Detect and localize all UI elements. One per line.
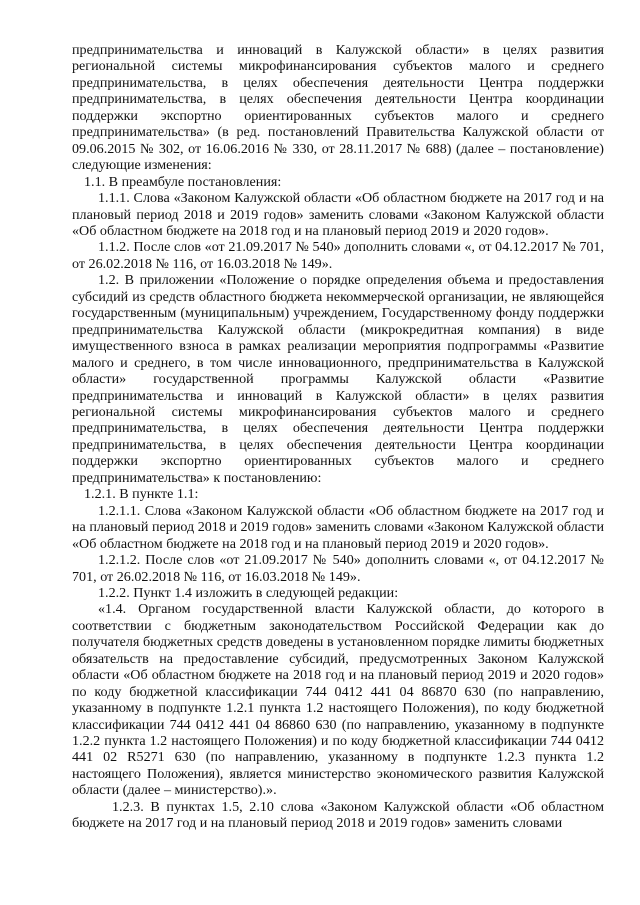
paragraph-1-1: 1.1. В преамбуле постановления: [84, 173, 282, 190]
document-page [72, 42, 604, 832]
paragraph-1-2-1: 1.2.1. В пункте 1.1: [84, 486, 199, 503]
paragraph-1-2-2: 1.2.2. Пункт 1.4 изложить в следующей редакции: [98, 584, 399, 601]
paragraph-1-2-3: 1.2.3. В пунктах 1.5, 2.10 слова «Законом Калужской области «Об областном бюджете на 2017 год и на плановый период 2018 и 2019 годов» заменить словами [72, 798, 604, 832]
paragraph-1-2-1-1: 1.2.1.1. Слова «Законом Калужской области «Об областном бюджете на 2017 год и на плановый период 2018 и 2019 годов» заменить словами «Законом Калужской области «Об областном бюджете на 2018 год и на плановый период 2019 и 2020 годов». [72, 502, 604, 552]
paragraph-1-2: 1.2. В приложении «Положение о порядке определения объема и предоставления субсидий из средств областного бюджета некоммерческой организации, не являющейся государственным (муниципальным) учреждением, Государственному фонду поддержки предпринимательства Калужской области (микрокредитная компания) в виде имущественного взноса в рамках реализации мероприятия подпрограммы «Развитие малого и среднего, в том числе инновационного, предпринимательства в Калужской области» государственной программы Калужской области «Развитие предпринимательства и инноваций в Калужской области» в целях развития региональной системы микрофинансирования субъектов малого и среднего предпринимательства, в целях обеспечения деятельности Центра поддержки предпринимательства, в целях обеспечения деятельности Центра координации поддержки экспортно ориентированных субъектов малого и среднего предпринимательства» к постановлению: [72, 272, 604, 486]
paragraph-1-1-2: 1.1.2. После слов «от 21.09.2017 № 540» дополнить словами «, от 04.12.2017 № 701, от 26.02.2018 № 116, от 16.03.2018 № 149». [72, 239, 604, 272]
paragraph-1-2-1-2: 1.2.1.2. После слов «от 21.09.2017 № 540» дополнить словами «, от 04.12.2017 № 701, от 26.02.2018 № 116, от 16.03.2018 № 149». [72, 552, 604, 585]
paragraph-clause-1-4: «1.4. Органом государственной власти Калужской области, до которого в соответствии с бюджетным законодательством Российской Федерации как до получателя бюджетных средств доведены в установленном порядке лимиты бюджетных обязательств на предоставление субсидий, предусмотренных Законом Калужской области «Об областном бюджете на 2018 год и на плановый период 2019 и 2020 годов» по коду бюджетной классификации 744 0412 441 04 86870 630 (по направлению, указанному в подпункте 1.2.1 пункта 1.2 настоящего Положения), по коду бюджетной классификации 744 0412 441 04 86860 630 (по направлению, указанному в подпункте 1.2.2 пункта 1.2 настоящего Положения) и по коду бюджетной классификации 744 0412 441 02 R5271 630 (по направлению, указанному в подпункте 1.2.3 пункта 1.2 настоящего Положения), является министерство экономического развития Калужской области (далее – министерство).». [72, 601, 604, 799]
paragraph-1-1-1: 1.1.1. Слова «Законом Калужской области «Об областном бюджете на 2017 год и на плановый период 2018 и 2019 годов» заменить словами «Законом Калужской области «Об областном бюджете на 2018 год и на плановый период 2019 и 2020 годов». [72, 190, 604, 239]
paragraph-resolution-title-continuation: предпринимательства и инноваций в Калужской области» в целях развития региональной системы микрофинансирования субъектов малого и среднего предпринимательства, в целях обеспечения деятельности Центра поддержки предпринимательства, в целях обеспечения деятельности Центра координации поддержки экспортно ориентированных субъектов малого и среднего предпринимательства» (в ред. постановлений Правительства Калужской области от 09.06.2015 № 302, от 16.06.2016 № 330, от 28.11.2017 № 688) (далее – постановление) следующие изменения: [72, 42, 604, 174]
